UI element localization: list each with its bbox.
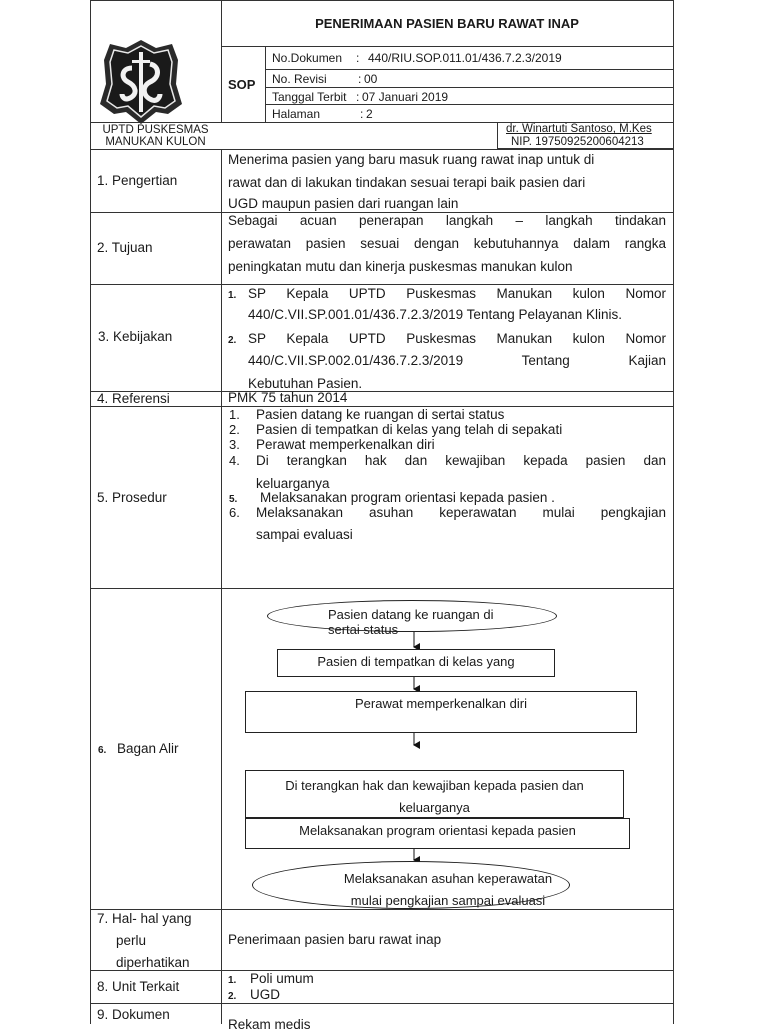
prosedur-num-4: 4. — [229, 453, 240, 468]
prosedur-item-2: Pasien di tempatkan di kelas yang telah di sepakati — [256, 422, 563, 437]
tujuan-label: 2. Tujuan — [97, 240, 153, 255]
sop-label: SOP — [228, 77, 256, 92]
prosedur-num-3: 3. — [229, 437, 240, 452]
city-crest-icon — [98, 38, 184, 126]
prosedur-num-5: 5. — [229, 494, 238, 505]
kebijakan-1-line-1: SP Kepala UPTD Puskesmas Manukan kulon Nomor — [248, 286, 666, 301]
prosedur-num-6: 6. — [229, 505, 240, 520]
pengertian-line-3: UGD maupun pasien dari ruangan lain — [228, 196, 459, 211]
prosedur-item-1: Pasien datang ke ruangan di sertai status — [256, 407, 505, 422]
hal-label-line3: diperhatikan — [116, 955, 190, 970]
bagan-num: 6. — [98, 745, 107, 756]
prosedur-num-1: 1. — [229, 407, 240, 422]
dokumen-value: Rekam medis — [228, 1017, 311, 1032]
unit-label: 8. Unit Terkait — [97, 979, 180, 994]
org-name-line2: MANUKAN KULON — [105, 136, 206, 148]
signer-nip: NIP. 19750925200604213 — [511, 136, 644, 148]
kebijakan-2-line-2: 440/C.VII.SP.002.01/436.7.2.3/2019 Tentang Kajian — [248, 353, 666, 368]
tujuan-line-3: peningkatan mutu dan kinerja puskesmas manukan kulon — [228, 259, 573, 274]
revision-label: No. Revisi — [272, 72, 327, 86]
unit-item-1: Poli umum — [250, 971, 314, 986]
page-sep: : — [360, 107, 364, 121]
dokumen-label: 9. Dokumen — [97, 1007, 170, 1022]
flow-step-1: Pasien datang ke ruangan di sertai status — [267, 600, 557, 632]
prosedur-item-4: Di terangkan hak dan kewajiban kepada pasien dan — [256, 453, 666, 468]
page-title: PENERIMAAN PASIEN BARU RAWAT INAP — [315, 16, 579, 31]
signer-name: dr. Winartuti Santoso, M.Kes — [506, 123, 652, 135]
issue-date-value: 07 Januari 2019 — [362, 90, 449, 104]
issue-date-label: Tanggal Terbit — [272, 90, 347, 104]
prosedur-item-6-cont: sampai evaluasi — [256, 527, 353, 542]
referensi-label: 4. Referensi — [97, 391, 170, 406]
pengertian-line-1: Menerima pasien yang baru masuk ruang rawat inap untuk di — [228, 152, 595, 167]
kebijakan-label: 3. Kebijakan — [98, 329, 173, 344]
referensi-value: PMK 75 tahun 2014 — [228, 390, 348, 405]
revision-sep: : — [358, 72, 362, 86]
tujuan-line-1: Sebagai acuan penerapan langkah – langkah tindakan — [228, 213, 666, 228]
doc-number-label: No.Dokumen — [272, 51, 343, 65]
pengertian-label: 1. Pengertian — [97, 173, 178, 188]
tujuan-line-2: perawatan pasien sesuai dengan kebutuhannya dalam rangka — [228, 236, 666, 251]
kebijakan-num-1: 1. — [228, 290, 237, 301]
doc-number-sep: : — [356, 51, 360, 65]
kebijakan-2-line-3: Kebutuhan Pasien. — [248, 376, 363, 391]
flow-step-5: Melaksanakan program orientasi kepada pasien — [245, 818, 630, 849]
kebijakan-num-2: 2. — [228, 335, 237, 346]
org-name-line1: UPTD PUSKESMAS — [102, 124, 209, 136]
prosedur-label: 5. Prosedur — [97, 490, 167, 505]
page-value: 2 — [366, 107, 373, 121]
hal-value: Penerimaan pasien baru rawat inap — [228, 932, 442, 947]
issue-date-sep: : — [356, 90, 360, 104]
hal-label-line2: perlu — [116, 933, 147, 948]
prosedur-item-3: Perawat memperkenalkan diri — [256, 437, 435, 452]
revision-value: 00 — [364, 72, 378, 86]
flow-step-3: Perawat memperkenalkan diri — [245, 691, 637, 733]
pengertian-line-2: rawat dan di lakukan tindakan sesuai terapi baik pasien dari — [228, 175, 586, 190]
prosedur-item-4-cont: keluarganya — [256, 476, 330, 491]
prosedur-num-2: 2. — [229, 422, 240, 437]
flow-step-2: Pasien di tempatkan di kelas yang — [277, 649, 555, 677]
hal-label-line1: 7. Hal- hal yang — [97, 911, 192, 926]
bagan-label: Bagan Alir — [117, 741, 179, 756]
prosedur-item-5: Melaksanakan program orientasi kepada pasien . — [260, 490, 555, 505]
flow-step-4: Di terangkan hak dan kewajiban kepada pasien dan keluarganya — [245, 770, 624, 818]
unit-num-2: 2. — [228, 991, 237, 1002]
doc-number-value: 440/RIU.SOP.011.01/436.7.2.3/2019 — [368, 51, 562, 65]
flow-step-6: Melaksanakan asuhan keperawatan mulai pengkajian sampai evaluasi — [252, 861, 570, 909]
unit-num-1: 1. — [228, 975, 237, 986]
kebijakan-1-line-2: 440/C.VII.SP.001.01/436.7.2.3/2019 Tentang Pelayanan Klinis. — [248, 307, 623, 322]
prosedur-item-6: Melaksanakan asuhan keperawatan mulai pengkajian — [256, 505, 666, 520]
page-label: Halaman — [272, 107, 321, 121]
kebijakan-2-line-1: SP Kepala UPTD Puskesmas Manukan kulon Nomor — [248, 331, 666, 346]
unit-item-2: UGD — [250, 987, 280, 1002]
